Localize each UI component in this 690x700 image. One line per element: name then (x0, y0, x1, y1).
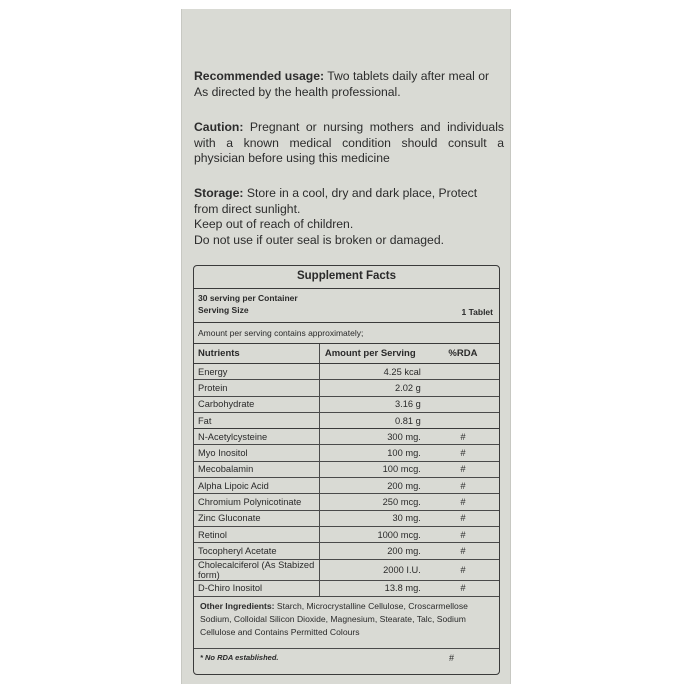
nutrient-row (194, 380, 499, 396)
nutrient-rda: # (427, 429, 499, 445)
nutrient-row (194, 412, 499, 428)
nutrient-rda: # (427, 526, 499, 542)
nutrient-amount: 200 mg. (319, 543, 427, 559)
nutrient-rda: # (427, 445, 499, 461)
nutrient-amount: 2.02 g (319, 380, 427, 396)
serving-size-label: Serving Size (198, 305, 249, 315)
nutrient-name: Carbohydrate (194, 396, 319, 412)
caution-label: Caution: (194, 120, 244, 134)
nutrient-name: Protein (194, 380, 319, 396)
nutrient-row (194, 429, 499, 445)
nutrient-row (194, 580, 499, 596)
storage-text: Store in a cool, dry and dark place, Protect from direct sunlight. (194, 186, 478, 216)
nutrient-rda: # (427, 461, 499, 477)
nutrients-table (194, 344, 499, 597)
header-rda: %RDA (427, 344, 499, 364)
nutrient-rda: # (427, 510, 499, 526)
header-amount: Amount per Serving (319, 344, 427, 364)
nutrient-rda (427, 396, 499, 412)
nutrient-name: Fat (194, 412, 319, 428)
nutrient-name: Retinol (194, 526, 319, 542)
nutrient-amount: 250 mcg. (319, 494, 427, 510)
nutrient-name: Chromium Polynicotinate (194, 494, 319, 510)
servings-per-container: 30 serving per Container (198, 293, 298, 303)
nutrient-name: Cholecalciferol (As Stabized form) (194, 559, 319, 580)
product-carton (181, 9, 511, 684)
nutrient-rda: # (427, 478, 499, 494)
nutrient-name: N-Acetylcysteine (194, 429, 319, 445)
nutrient-amount: 200 mg. (319, 478, 427, 494)
nutrient-amount: 100 mcg. (319, 461, 427, 477)
nutrient-row (194, 494, 499, 510)
nutrient-name: Tocopheryl Acetate (194, 543, 319, 559)
usage-text: Two tablets daily after meal or As directed by the health professional. (194, 69, 490, 99)
nutrient-name: Zinc Gluconate (194, 510, 319, 526)
footnote-text: * No RDA established. (200, 652, 279, 662)
nutrient-amount: 1000 mcg. (319, 526, 427, 542)
nutrient-rda (427, 380, 499, 396)
nutrient-rda: # (427, 559, 499, 580)
nutrient-row (194, 396, 499, 412)
nutrient-row (194, 543, 499, 559)
nutrient-row (194, 510, 499, 526)
nutrient-row (194, 526, 499, 542)
nutrient-row (194, 478, 499, 494)
nutrient-amount: 30 mg. (319, 510, 427, 526)
nutrient-amount: 3.16 g (319, 396, 427, 412)
storage-line-children: Keep out of reach of children. (194, 217, 354, 231)
serving-size-value: 1 Tablet (461, 307, 493, 317)
nutrient-amount: 2000 I.U. (319, 559, 427, 580)
nutrient-row (194, 445, 499, 461)
nutrient-amount: 0.81 g (319, 412, 427, 428)
nutrient-rda: # (427, 580, 499, 596)
nutrient-name: Mecobalamin (194, 461, 319, 477)
caution-text: Pregnant or nursing mothers and individuals with a known medical condition should consult a physician before using this medicine (194, 120, 504, 165)
usage-label: Recommended usage: (194, 69, 325, 83)
nutrient-rda (427, 412, 499, 428)
footnote (194, 649, 499, 666)
other-ingredients (194, 597, 499, 649)
usage-section (194, 69, 504, 100)
nutrient-rda: # (427, 494, 499, 510)
nutrient-amount: 13.8 mg. (319, 580, 427, 596)
nutrients-table-header (194, 344, 499, 364)
storage-label: Storage: (194, 186, 244, 200)
nutrient-row (194, 364, 499, 380)
other-ingredients-label: Other Ingredients: (200, 600, 275, 611)
storage-line-seal: Do not use if outer seal is broken or damaged. (194, 232, 444, 247)
nutrient-amount: 4.25 kcal (319, 364, 427, 380)
nutrient-rda: # (427, 543, 499, 559)
nutrient-name: D-Chiro Inositol (194, 580, 319, 596)
footnote-hash: # (448, 652, 454, 663)
caution-section (194, 120, 504, 167)
nutrient-name: Alpha Lipoic Acid (194, 478, 319, 494)
amount-note: Amount per serving contains approximately; (194, 323, 499, 344)
nutrient-rda (427, 364, 499, 380)
nutrient-amount: 100 mg. (319, 445, 427, 461)
header-nutrients: Nutrients (194, 344, 319, 364)
storage-section (194, 186, 504, 248)
other-ingredients-text: Starch, Microcrystalline Cellulose, Croscarmellose Sodium, Colloidal Silicon Dioxide, Magnesium, Stearate, Talc, Sodium Cellulose and Contains Permitted Colours (200, 600, 468, 637)
nutrient-name: Energy (194, 364, 319, 380)
serving-info (194, 289, 499, 323)
supplement-facts-title: Supplement Facts (194, 266, 499, 289)
nutrient-name: Myo Inositol (194, 445, 319, 461)
supplement-facts-panel (193, 265, 500, 675)
nutrient-row (194, 559, 499, 580)
nutrient-row (194, 461, 499, 477)
nutrient-amount: 300 mg. (319, 429, 427, 445)
